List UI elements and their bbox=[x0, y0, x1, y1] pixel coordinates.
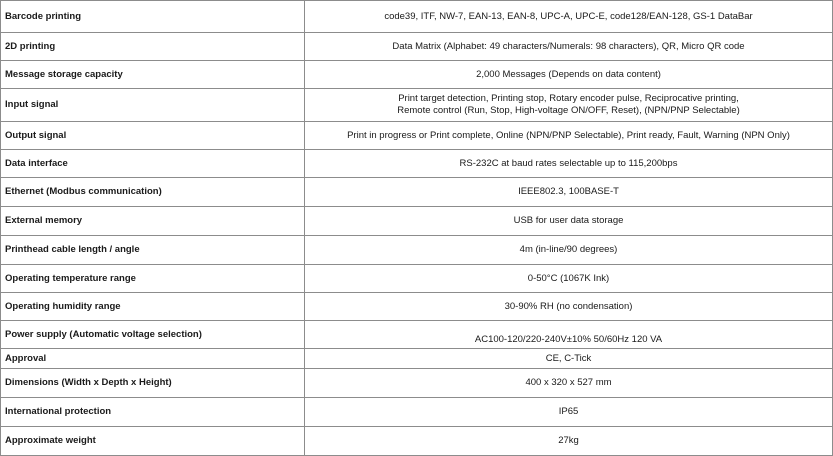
spec-label: 2D printing bbox=[1, 33, 305, 61]
spec-label: Ethernet (Modbus communication) bbox=[1, 178, 305, 207]
spec-value: 400 x 320 x 527 mm bbox=[305, 369, 833, 398]
spec-label: International protection bbox=[1, 398, 305, 427]
spec-label: Printhead cable length / angle bbox=[1, 236, 305, 265]
spec-value: RS-232C at baud rates selectable up to 115,200bps bbox=[305, 150, 833, 178]
spec-row-operating-temperature bbox=[1, 265, 833, 293]
spec-label: Data interface bbox=[1, 150, 305, 178]
spec-value: 2,000 Messages (Depends on data content) bbox=[305, 61, 833, 89]
spec-row-dimensions bbox=[1, 369, 833, 398]
spec-label: Power supply (Automatic voltage selection) bbox=[1, 321, 305, 349]
spec-row-approval bbox=[1, 349, 833, 369]
spec-label: Barcode printing bbox=[1, 1, 305, 33]
spec-row-input-signal bbox=[1, 89, 833, 122]
spec-value: 27kg bbox=[305, 427, 833, 456]
spec-label: Message storage capacity bbox=[1, 61, 305, 89]
spec-row-external-memory bbox=[1, 207, 833, 236]
spec-row-international-protection bbox=[1, 398, 833, 427]
spec-label: Approval bbox=[1, 349, 305, 369]
spec-row-operating-humidity bbox=[1, 293, 833, 321]
spec-value: 0-50°C (1067K Ink) bbox=[305, 265, 833, 293]
spec-row-2d-printing bbox=[1, 33, 833, 61]
spec-value: 30-90% RH (no condensation) bbox=[305, 293, 833, 321]
spec-label: Input signal bbox=[1, 89, 305, 122]
spec-row-message-storage bbox=[1, 61, 833, 89]
spec-label: External memory bbox=[1, 207, 305, 236]
spec-value: Print in progress or Print complete, Online (NPN/PNP Selectable), Print ready, Fault, Warning (NPN Only) bbox=[305, 122, 833, 150]
spec-row-output-signal bbox=[1, 122, 833, 150]
spec-value: IP65 bbox=[305, 398, 833, 427]
spec-row-barcode-printing bbox=[1, 1, 833, 33]
spec-label: Operating humidity range bbox=[1, 293, 305, 321]
spec-label: Dimensions (Width x Depth x Height) bbox=[1, 369, 305, 398]
spec-row-ethernet bbox=[1, 178, 833, 207]
spec-value: CE, C-Tick bbox=[305, 349, 833, 369]
spec-value: USB for user data storage bbox=[305, 207, 833, 236]
spec-value: 4m (in-line/90 degrees) bbox=[305, 236, 833, 265]
spec-value: AC100-120/220-240V±10% 50/60Hz 120 VA bbox=[305, 321, 833, 349]
spec-value: Print target detection, Printing stop, Rotary encoder pulse, Reciprocative printing, Remote control (Run, Stop, High-voltage ON/OFF, Reset), (NPN/PNP Selectable) bbox=[305, 89, 833, 122]
spec-row-power-supply bbox=[1, 321, 833, 349]
spec-row-data-interface bbox=[1, 150, 833, 178]
spec-label: Output signal bbox=[1, 122, 305, 150]
spec-label: Operating temperature range bbox=[1, 265, 305, 293]
spec-row-approximate-weight bbox=[1, 427, 833, 456]
spec-row-printhead-cable bbox=[1, 236, 833, 265]
spec-value: Data Matrix (Alphabet: 49 characters/Numerals: 98 characters), QR, Micro QR code bbox=[305, 33, 833, 61]
spec-label: Approximate weight bbox=[1, 427, 305, 456]
spec-value: IEEE802.3, 100BASE-T bbox=[305, 178, 833, 207]
spec-value: code39, ITF, NW-7, EAN-13, EAN-8, UPC-A, UPC-E, code128/EAN-128, GS-1 DataBar bbox=[305, 1, 833, 33]
